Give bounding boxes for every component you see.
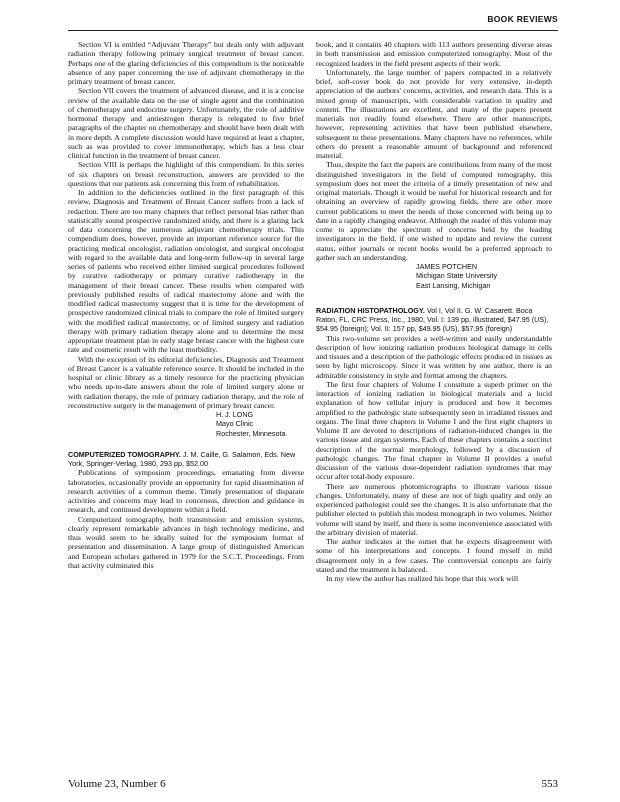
paragraph: Publications of symposium proceedings, emanating from diverse laboratories, occasionally provide an opportunity for rapid dissemination of research activities of a common theme. Timely presentation of disparate activities and concerns may lead to concensus, direction and guidance in research, and continued development within a field. (68, 468, 304, 515)
reviewer-name: JAMES POTCHEN (416, 262, 478, 271)
review-title: COMPUTERIZED TOMOGRAPHY. (68, 449, 181, 459)
paragraph: The author indicates at the outset that he expects disagreement with some of his interpretations and concepts. I found myself in mild disagreement only in a few cases. The controversial concepts are fairly stated and the treatment is balanced. (316, 537, 552, 574)
paragraph: The first four chapters of Volume I constitute a superb primer on the interaction of ionizing radiation in biological materials and a lucid explanation of how cellular injury is produced and how it becomes amplified to the pathologic state subsequently seen in irradiated tissues and organs. The final three chapters in Volume I and the first eight chapters in Volume II are devoted to descriptions of radiation-induced changes in the various tissue and organ systems. Each of these chapters contains a succinct description of the normal morphology, followed by a discussion of pathologic changes. The final chapter in Volume II provides a useful discussion of the various dose-dependent radiation syndromes that may occur after total-body exposure. (316, 379, 552, 482)
reviewer-name: H. J. LONG (216, 410, 254, 419)
journal-issue: Volume 23, Number 6 (68, 778, 166, 790)
right-column (316, 40, 552, 583)
paragraph: Thus, despite the fact the papers are contributions from many of the most distinguished investigators in the field of computed tomography, this symposium does not meet the criteria of a timely presentation of new and original materials. Though it would be useful for historical research and for obtaining an overview of rapidly growing fields, there are other more current publications to meet the needs of those concerned with being up to date in a rapidly changing endeavor. Although the reader of this volume may come to appreciate the spectrum of concerns held by the leading investigators in the field, if one wished to update and review the current status, either journals or recent books would be a preferred approach to gather such an understanding. (316, 160, 552, 262)
paragraph: With the exception of its editorial deficiencies, Diagnosis and Treatment of Breast Cancer is a valuable reference source. It should be included in the hospital or clinic library as a timely resource for the practicing physician who needs up-to-date answers about the role of limited surgery alone or with radiation therapy, the role of primary radiation therapy, and the role of reconstructive surgery in the management of primary breast cancer. (68, 354, 304, 410)
paragraph: In addition to the deficiencies outlined in the first paragraph of this review, Diagnosis and Treatment of Breast Cancer suffers from a lack of redaction. There are too many chapters that reflect personal bias rather than statistically sound prospective randomized study, and there is a glaring lack of data concerning the numerous adjuvant chemotherapy trials. This compendium does, however, provide an important reference source for the practicing medical oncologist, radiation oncologist, and surgical oncologist with regard to the available data and long-term follow-up in several large series of patients who received either limited surgical procedures followed by curative radiotherapy or primary curative radiotherapy in the management of their breast cancer. These results when compared with previously published results of radical mastectomy alone and with the modified radical mastectomy suggest that it is time for the development of prospective randomized clinical trials to compare the role of limited surgery with the modified radical mastectomy, or of limited surgery and radiation therapy with primary radiation therapy alone and to determine the most appropriate treatment plan in early stage breast cancer with the highest cure rate and cosmetic result with the least morbidity. (68, 188, 304, 355)
paragraph: Computerized tomography, both transmission and emission systems, clearly represent remarkable advances in high technology medicine, and thus would seem to be ideally suited for the symposium format of presentation and dissemination. A large group of distinguished American and European scholars gathered in 1979 for the S.C.T. Proceedings. From that activity culminated this (68, 514, 304, 570)
review-heading (68, 450, 304, 469)
paragraph: Section VI is entitled “Adjuvant Therapy” but deals only with adjuvant radiation therapy following primary surgical treatment of breast cancer. Perhaps one of the glaring deficiencies of this compendium is the noticeable absence of any paper concerning the use of adjuvant chemotherapy in the primary treatment of breast cancer. (68, 40, 304, 86)
header-rule (68, 30, 558, 31)
paragraph: Section VII covers the treatment of advanced disease, and it is a concise review of the available data on the use of single agent and the combination of chemotherapy and endocrine surgery. Unfortunately, the role of additive hormonal therapy and antiestrogen therapy is relegated to five brief paragraphs of the chapter on chemotherapy and should have been dealt with in more depth. A complete discussion would have required at least a chapter, such as was provided to cover immunotherapy, which has a less clear clinical function in the treatment of breast cancer. (68, 86, 304, 160)
paragraph: Unfortunately, the large number of papers compacted in a relatively brief, soft-cover book do not provide for very extensive, in-depth appreciation of the authors' concerns, activities, and research data. This is a mixed group of manuscripts, with considerable variation in quality and content. The illustrations are excellent, and many of the papers present materials not readily found elsewhere. There are other manuscripts, however, representing activities that have been published elsewhere, subsequent to these presentations. Many chapters have no references, while others do present a reasonable amount of background and referenced material. (316, 67, 552, 160)
paragraph: Section VIII is perhaps the highlight of this compendium. In this series of six chapters on breast reconstruction, answers are provided to the questions that our patients ask concerning this form of rehabilitation. (68, 160, 304, 188)
review-details: J. M. Caille, G. Salamon, Eds. New York, Springer-Verlag, 1980, 293 pp, $52.00 (68, 449, 296, 468)
review-details: Vol I, Vol II. G. W. Casarett. Boca Raton, FL, CRC Press, Inc., 1980, Vol. I: 139 pp, illustrated, $47.95 (US), $54.95 (foreign); Vol. II: 157 pp, $49.95 (US), $57.95 (foreign) (316, 305, 549, 334)
reviewer-affiliation: Michigan State University (416, 271, 498, 281)
paragraph: In my view the author has realized his hope that this work will (326, 574, 519, 583)
paragraph: There are numerous photomicrographs to illustrate various tissue changes. Unfortunately, many of these are not of high quality and only an experienced pathologist could see the changes. It is also unfortunate that the publisher elected to publish this modest monograph in two volumes. Neither volume will stand by itself, and there is some inconvenience associated with the arbitrary division of material. (316, 481, 552, 537)
review-heading (316, 306, 552, 334)
paragraph: book, and it contains 40 chapters with 113 authors presenting diverse areas in both transmission and emission computerized tomography. Most of the recognized leaders in the field present aspects of their work. (316, 40, 552, 68)
running-header: BOOK REVIEWS (487, 14, 558, 24)
paragraph: This two-volume set provides a well-written and easily understandable description of how ionizing radiation produces biological damage in cells and tissues and a description of the pathologic effects produced in tissues as seen by light microscopy. Since it was written by one author, there is an admirable consistency in style and format among the chapters. (316, 333, 552, 380)
left-column (68, 40, 304, 570)
reviewer-location: Rochester, Minnesota (216, 428, 286, 438)
review-title: RADIATION HISTOPATHOLOGY. (316, 305, 425, 315)
page-number: 553 (541, 778, 558, 790)
reviewer-affiliation: Mayo Clinic (216, 419, 254, 429)
reviewer-location: East Lansing, Michigan (416, 280, 491, 290)
